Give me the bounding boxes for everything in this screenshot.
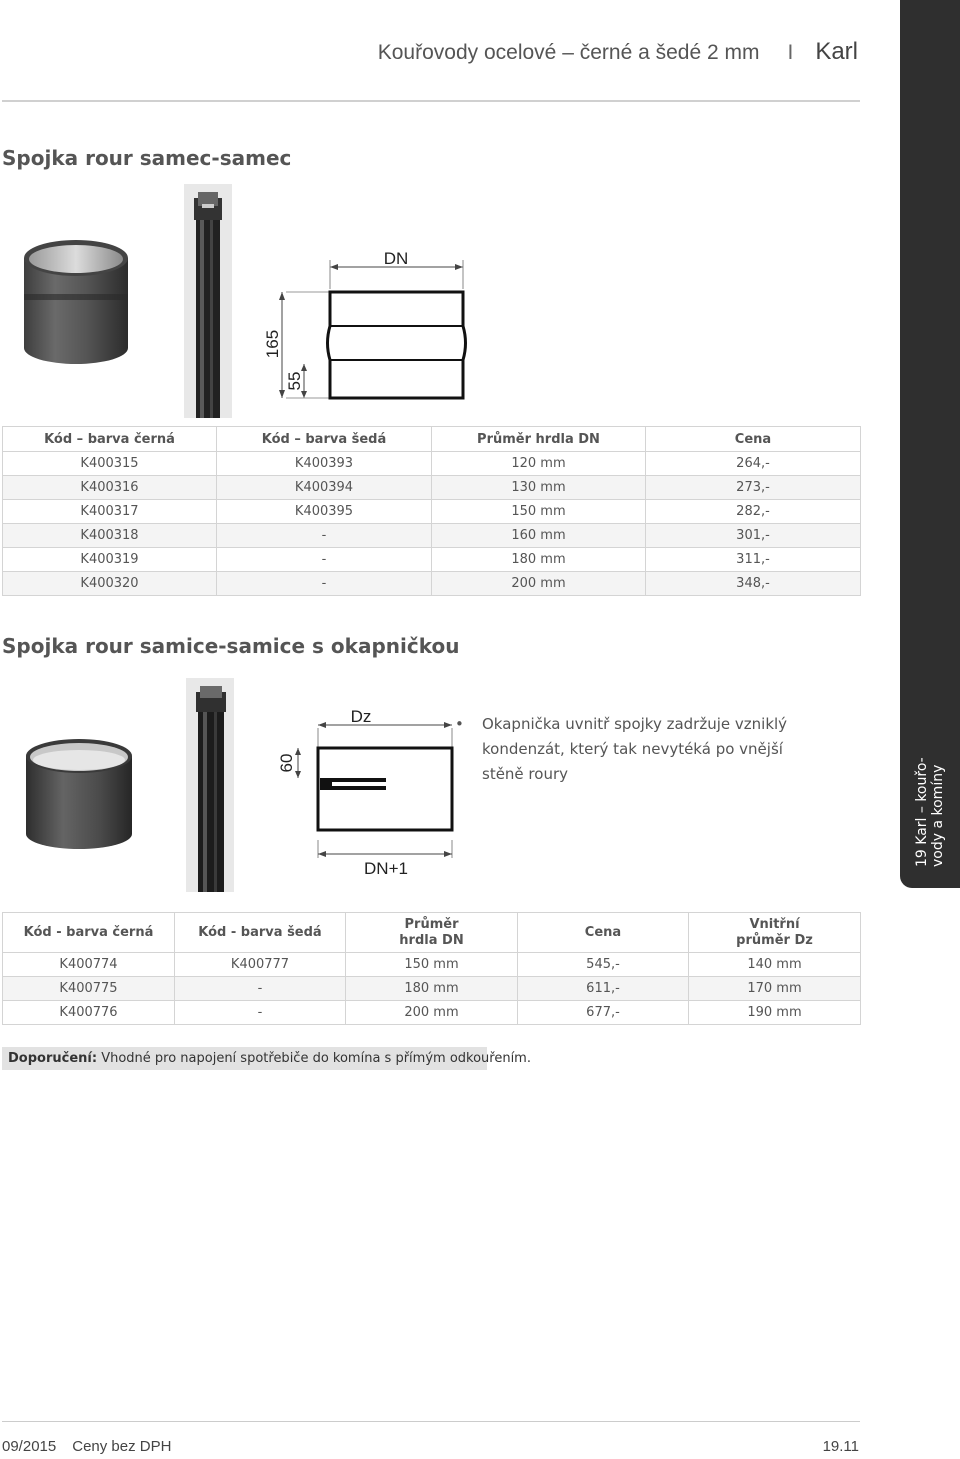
table-cell: K400774 xyxy=(3,953,175,977)
note-text: Okapnička uvnitř spojky zadržuje vzniklý kondenzát, který tak nevytéká po vnější stěně roury xyxy=(482,715,788,783)
recommendation-box xyxy=(2,1047,531,1070)
footer-note: Ceny bez DPH xyxy=(72,1438,172,1455)
table-cell: 611,- xyxy=(518,977,689,1001)
female-coupling-drawing xyxy=(272,700,456,880)
table-row xyxy=(3,476,861,500)
section2-title: Spojka rour samice-samice s okapničkou xyxy=(2,634,460,658)
table-cell: K400317 xyxy=(3,500,217,524)
header-separator: I xyxy=(787,41,794,64)
table-cell: 348,- xyxy=(646,572,861,596)
column-header: Průměr hrdla DN xyxy=(346,913,518,953)
table-cell: K400319 xyxy=(3,548,217,572)
table-cell: K400318 xyxy=(3,524,217,548)
drawing-height-label: 165 xyxy=(263,329,282,359)
page-number: 19.11 xyxy=(822,1438,859,1455)
column-header: Kód - barva šedá xyxy=(175,913,346,953)
table-row xyxy=(3,572,861,596)
table-cell: 282,- xyxy=(646,500,861,524)
table-cell: K400316 xyxy=(3,476,217,500)
note-bullet: • xyxy=(455,715,464,733)
table-row xyxy=(3,977,861,1001)
table-header-row xyxy=(3,913,861,953)
table-cell: 273,- xyxy=(646,476,861,500)
table-cell: 130 mm xyxy=(432,476,646,500)
table-cell: - xyxy=(217,548,432,572)
table-cell: 264,- xyxy=(646,452,861,476)
table-cell: - xyxy=(217,524,432,548)
table-cell: - xyxy=(175,977,346,1001)
header-brand: Karl xyxy=(815,38,858,65)
female-coupling-photo xyxy=(24,736,136,852)
section2-table xyxy=(2,912,861,1025)
male-coupling-profile-photo xyxy=(184,184,232,418)
column-header: Kód – barva šedá xyxy=(217,427,432,452)
drawing-height-label: 60 xyxy=(277,753,296,773)
drawing-dn-label: DN xyxy=(383,249,409,268)
table-cell: 140 mm xyxy=(689,953,861,977)
table-cell: K400393 xyxy=(217,452,432,476)
table-cell: 170 mm xyxy=(689,977,861,1001)
table-header-row xyxy=(3,427,861,452)
drawing-collar-label: 55 xyxy=(285,371,304,391)
footer-left xyxy=(2,1438,171,1455)
table-cell: K400394 xyxy=(217,476,432,500)
male-coupling-photo xyxy=(22,236,132,366)
header-title: Kouřovody ocelové – černé a šedé 2 mm xyxy=(377,41,760,64)
table-cell: 120 mm xyxy=(432,452,646,476)
column-header: Průměr hrdla DN xyxy=(432,427,646,452)
table-cell: 200 mm xyxy=(432,572,646,596)
section2-note xyxy=(455,712,795,787)
table-cell: 150 mm xyxy=(432,500,646,524)
table-cell: 545,- xyxy=(518,953,689,977)
drawing-dn1-label: DN+1 xyxy=(364,859,408,878)
table-cell: - xyxy=(175,1001,346,1025)
column-header: Cena xyxy=(518,913,689,953)
table-cell: 180 mm xyxy=(346,977,518,1001)
section1-title: Spojka rour samec-samec xyxy=(2,146,292,170)
table-cell: 180 mm xyxy=(432,548,646,572)
column-header: Kód – barva černá xyxy=(3,427,217,452)
table-row xyxy=(3,452,861,476)
table-cell: K400777 xyxy=(175,953,346,977)
table-row xyxy=(3,500,861,524)
recommendation-text: Vhodné pro napojení spotřebiče do komína s přímým odkouřením. xyxy=(97,1051,531,1066)
table-row xyxy=(3,953,861,977)
table-row xyxy=(3,548,861,572)
drawing-dz-label: Dz xyxy=(350,707,372,726)
female-coupling-profile-photo xyxy=(186,678,234,892)
column-header: Cena xyxy=(646,427,861,452)
table-cell: - xyxy=(217,572,432,596)
column-header: Kód - barva černá xyxy=(3,913,175,953)
male-coupling-drawing xyxy=(258,244,478,410)
chapter-side-label: 19 Karl – kouřo-vody a komíny xyxy=(914,757,946,867)
recommendation-label: Doporučení: xyxy=(8,1051,98,1066)
table-cell: 301,- xyxy=(646,524,861,548)
table-row xyxy=(3,1001,861,1025)
table-cell: K400395 xyxy=(217,500,432,524)
page-header xyxy=(378,38,858,66)
table-cell: 150 mm xyxy=(346,953,518,977)
table-row xyxy=(3,524,861,548)
table-cell: K400320 xyxy=(3,572,217,596)
footer-date: 09/2015 xyxy=(2,1438,57,1455)
table-cell: 190 mm xyxy=(689,1001,861,1025)
footer-divider xyxy=(2,1421,860,1422)
chapter-side-tab xyxy=(900,0,960,888)
column-header: Vnitřní průměr Dz xyxy=(689,913,861,953)
table-cell: 200 mm xyxy=(346,1001,518,1025)
table-cell: K400315 xyxy=(3,452,217,476)
header-divider xyxy=(2,100,860,102)
table-cell: K400776 xyxy=(3,1001,175,1025)
section1-table xyxy=(2,426,861,596)
table-cell: K400775 xyxy=(3,977,175,1001)
table-cell: 677,- xyxy=(518,1001,689,1025)
table-cell: 160 mm xyxy=(432,524,646,548)
table-cell: 311,- xyxy=(646,548,861,572)
